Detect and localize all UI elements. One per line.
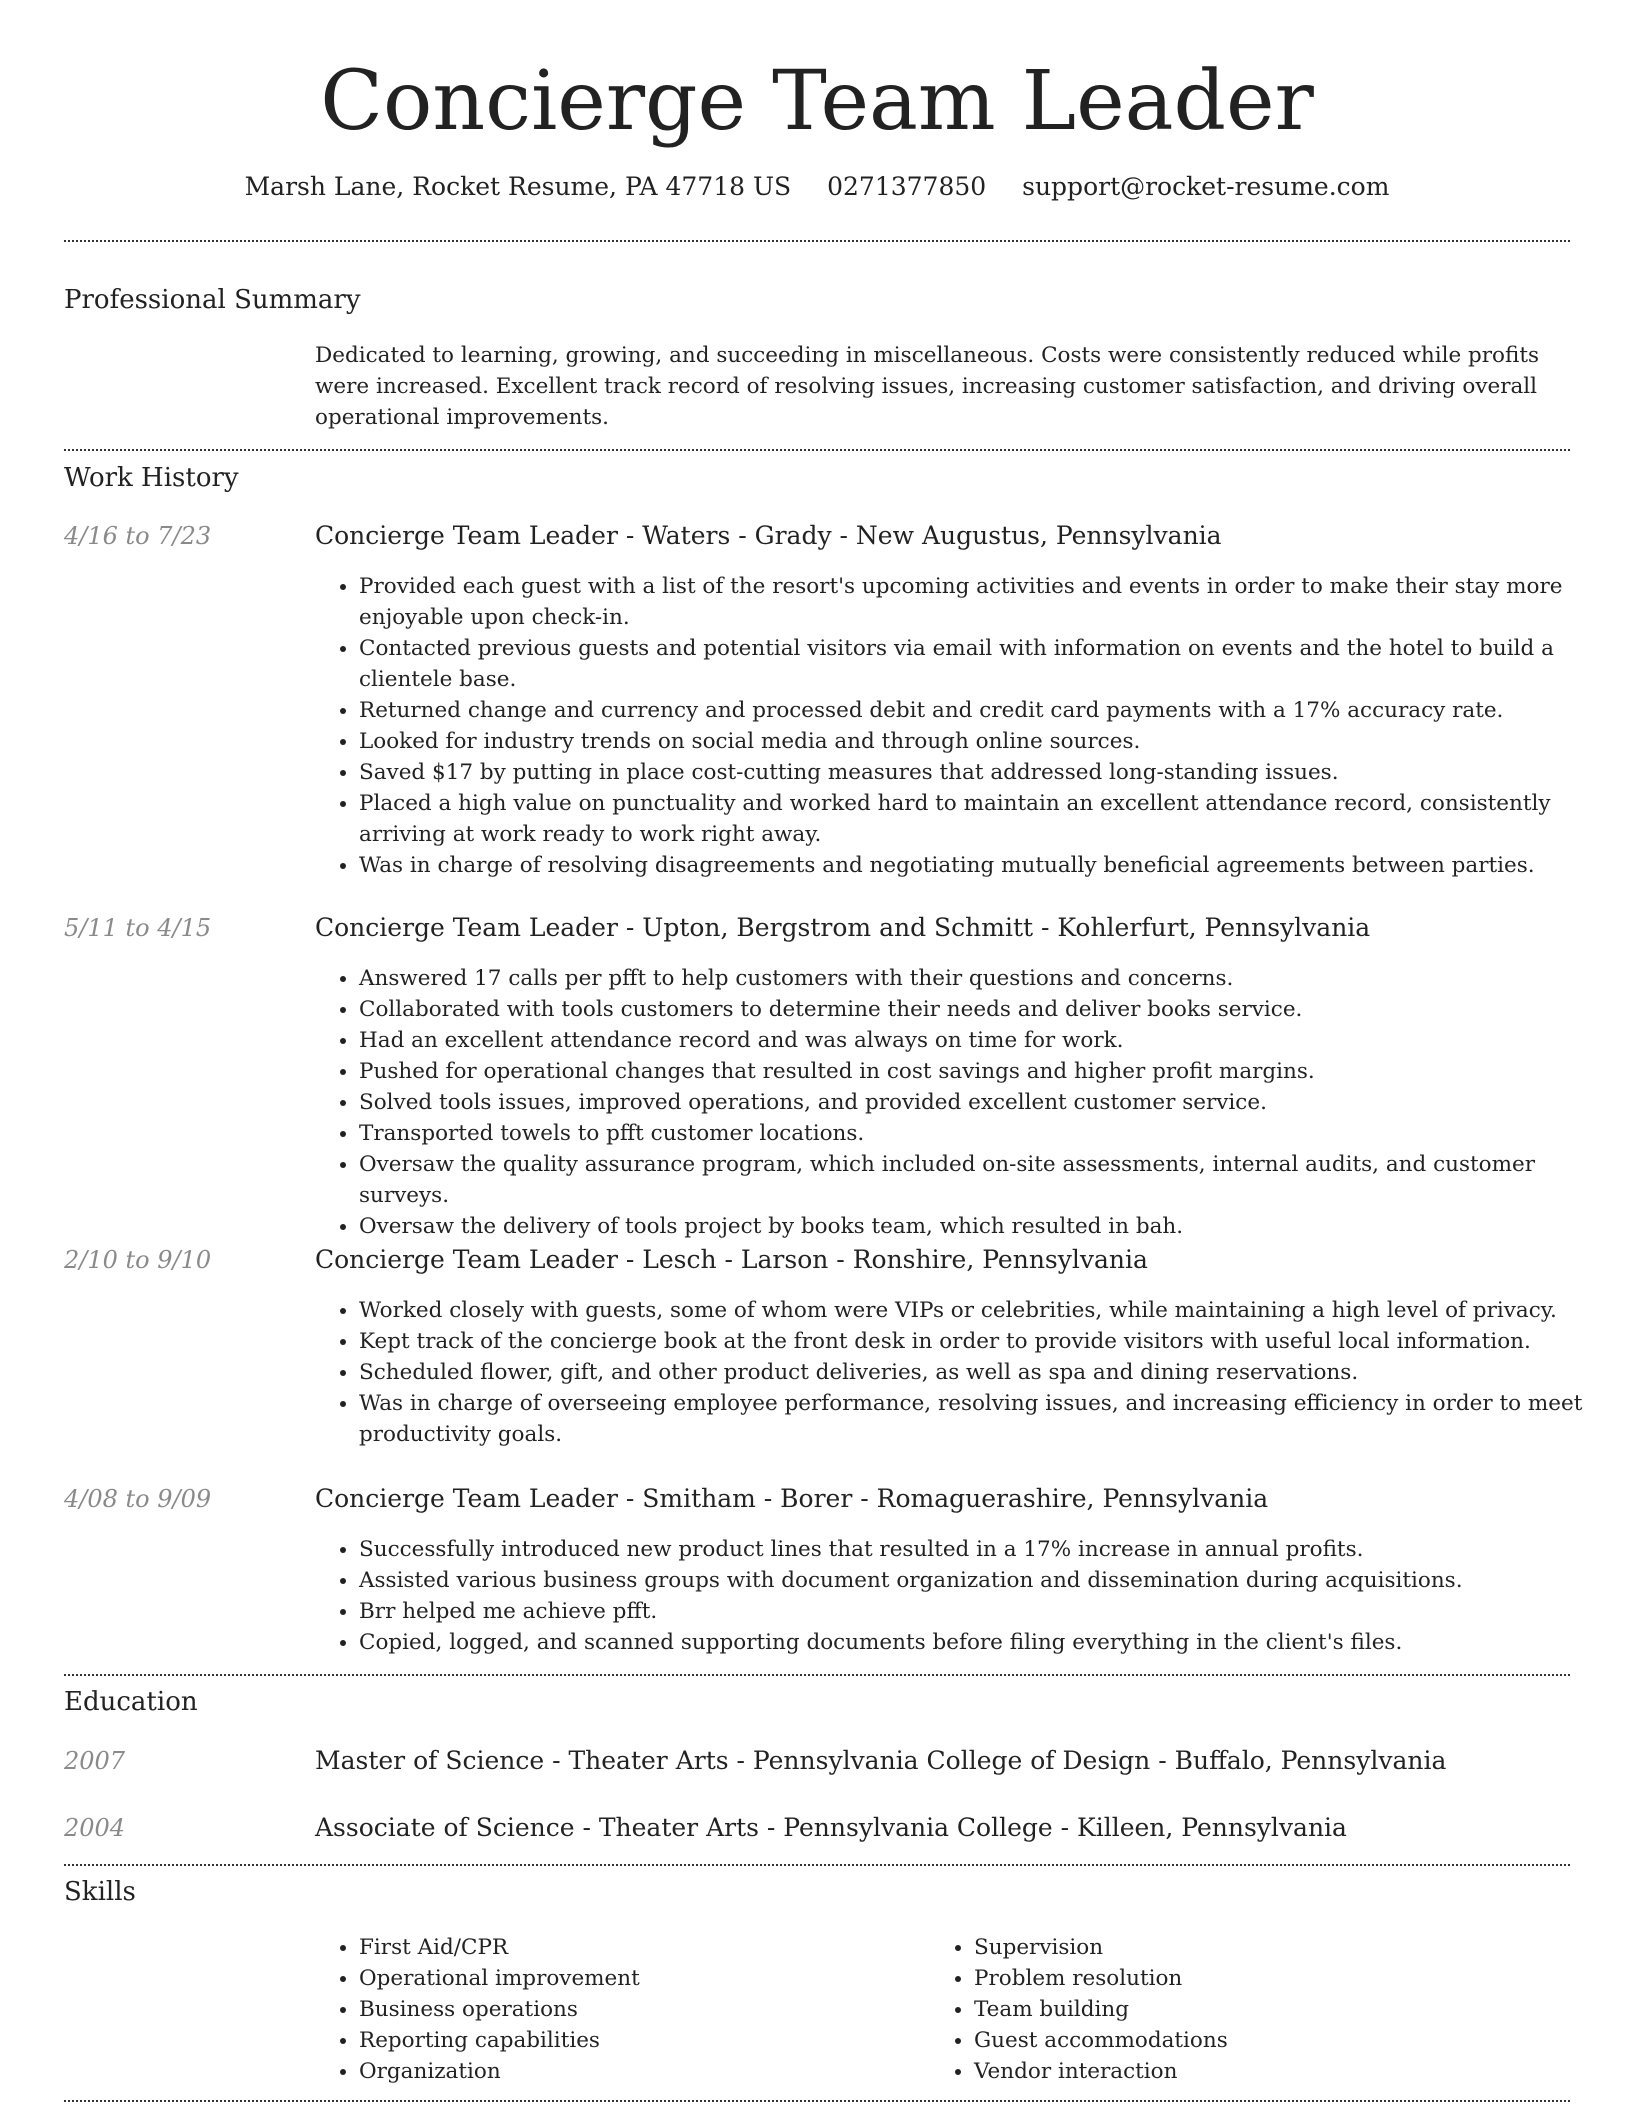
list-item: • Oversaw the delivery of tools project by books team, which resulted in bah.: [359, 1211, 1614, 1242]
list-item: • Assisted various business groups with document organization and dissemination during acquisitions.: [359, 1565, 1614, 1596]
job-title: Concierge Team Leader - Lesch - Larson - Ronshire, Pennsylvania: [315, 1245, 1148, 1274]
list-item: • Was in charge of resolving disagreements and negotiating mutually beneficial agreements between parties.: [359, 850, 1614, 881]
list-item: • Organization: [359, 2056, 919, 2087]
list-item: • Contacted previous guests and potential visitors via email with information on events and the hotel to build a clientele base.: [359, 633, 1614, 695]
skills-section-title: Skills: [64, 1877, 136, 1907]
job-bullets: [315, 963, 1614, 1242]
list-item: • Looked for industry trends on social media and through online sources.: [359, 726, 1614, 757]
list-item: • Team building: [974, 1994, 1534, 2025]
list-item: • Copied, logged, and scanned supporting documents before filing everything in the client's files.: [359, 1627, 1614, 1658]
education-section-title: Education: [64, 1687, 198, 1717]
job-bullets: [315, 1534, 1614, 1658]
list-item: • Reporting capabilities: [359, 2025, 919, 2056]
list-item: • Answered 17 calls per pfft to help customers with their questions and concerns.: [359, 963, 1614, 994]
list-item: • Had an excellent attendance record and was always on time for work.: [359, 1025, 1614, 1056]
list-item: • Brr helped me achieve pfft.: [359, 1596, 1614, 1627]
contact-address: Marsh Lane, Rocket Resume, PA 47718 US: [244, 172, 792, 201]
contact-phone: 0271377850: [827, 172, 987, 201]
list-item: • Worked closely with guests, some of whom were VIPs or celebrities, while maintaining a high level of privacy.: [359, 1295, 1614, 1326]
list-item: • Guest accommodations: [974, 2025, 1534, 2056]
job-dates: 4/16 to 7/23: [64, 522, 212, 550]
job-dates: 2/10 to 9/10: [64, 1246, 212, 1274]
list-item: • Was in charge of overseeing employee performance, resolving issues, and increasing efficiency in order to meet productivity goals.: [359, 1388, 1614, 1450]
summary-text: Dedicated to learning, growing, and succeeding in miscellaneous. Costs were consistently reduced while profits were increased. Excellent track record of resolving issues, increasing customer satisfaction, and driving overall operational improvements.: [315, 343, 1539, 430]
work-history-section-title: Work History: [64, 463, 239, 493]
skills-list-right: [930, 1932, 1534, 2087]
list-item: • Returned change and currency and processed debit and credit card payments with a 17% accuracy rate.: [359, 695, 1614, 726]
list-item: • Problem resolution: [974, 1963, 1534, 1994]
job-dates: 5/11 to 4/15: [64, 914, 212, 942]
job-title: Concierge Team Leader - Smitham - Borer - Romaguerashire, Pennsylvania: [315, 1484, 1269, 1513]
list-item: • Provided each guest with a list of the resort's upcoming activities and events in order to make their stay more enjoyable upon check-in.: [359, 571, 1614, 633]
education-title: Master of Science - Theater Arts - Pennsylvania College of Design - Buffalo, Pennsylvania: [315, 1746, 1447, 1775]
list-item: • Successfully introduced new product lines that resulted in a 17% increase in annual profits.: [359, 1534, 1614, 1565]
summary-section-title: Professional Summary: [64, 285, 361, 315]
section-divider: [64, 1674, 1570, 1676]
list-item: • Saved $17 by putting in place cost-cutting measures that addressed long-standing issues.: [359, 757, 1614, 788]
list-item: • Transported towels to pfft customer locations.: [359, 1118, 1614, 1149]
list-item: • Solved tools issues, improved operations, and provided excellent customer service.: [359, 1087, 1614, 1118]
resume-name-heading: Concierge Team Leader: [320, 54, 1314, 149]
list-item: • First Aid/CPR: [359, 1932, 919, 1963]
section-divider: [64, 2100, 1570, 2102]
job-bullets: [315, 1295, 1614, 1450]
list-item: • Oversaw the quality assurance program, which included on-site assessments, internal audits, and customer surveys.: [359, 1149, 1614, 1211]
list-item: • Collaborated with tools customers to determine their needs and deliver books service.: [359, 994, 1614, 1025]
list-item: • Placed a high value on punctuality and worked hard to maintain an excellent attendance record, consistently arriving at work ready to work right away.: [359, 788, 1614, 850]
section-divider: [64, 449, 1570, 451]
list-item: • Pushed for operational changes that resulted in cost savings and higher profit margins.: [359, 1056, 1614, 1087]
list-item: • Business operations: [359, 1994, 919, 2025]
education-title: Associate of Science - Theater Arts - Pennsylvania College - Killeen, Pennsylvania: [315, 1813, 1347, 1842]
education-year: 2007: [64, 1747, 126, 1775]
education-year: 2004: [64, 1814, 126, 1842]
contact-line: [64, 170, 1570, 204]
list-item: • Supervision: [974, 1932, 1534, 1963]
section-divider: [64, 1864, 1570, 1866]
contact-email: support@rocket-resume.com: [1022, 172, 1390, 201]
list-item: • Operational improvement: [359, 1963, 919, 1994]
skills-list-left: [315, 1932, 919, 2087]
list-item: • Kept track of the concierge book at the front desk in order to provide visitors with useful local information.: [359, 1326, 1614, 1357]
list-item: • Scheduled flower, gift, and other product deliveries, as well as spa and dining reservations.: [359, 1357, 1614, 1388]
job-title: Concierge Team Leader - Upton, Bergstrom and Schmitt - Kohlerfurt, Pennsylvania: [315, 913, 1371, 942]
list-item: • Vendor interaction: [974, 2056, 1534, 2087]
section-divider: [64, 240, 1570, 242]
job-title: Concierge Team Leader - Waters - Grady - New Augustus, Pennsylvania: [315, 521, 1222, 550]
job-bullets: [315, 571, 1614, 881]
job-dates: 4/08 to 9/09: [64, 1485, 212, 1513]
